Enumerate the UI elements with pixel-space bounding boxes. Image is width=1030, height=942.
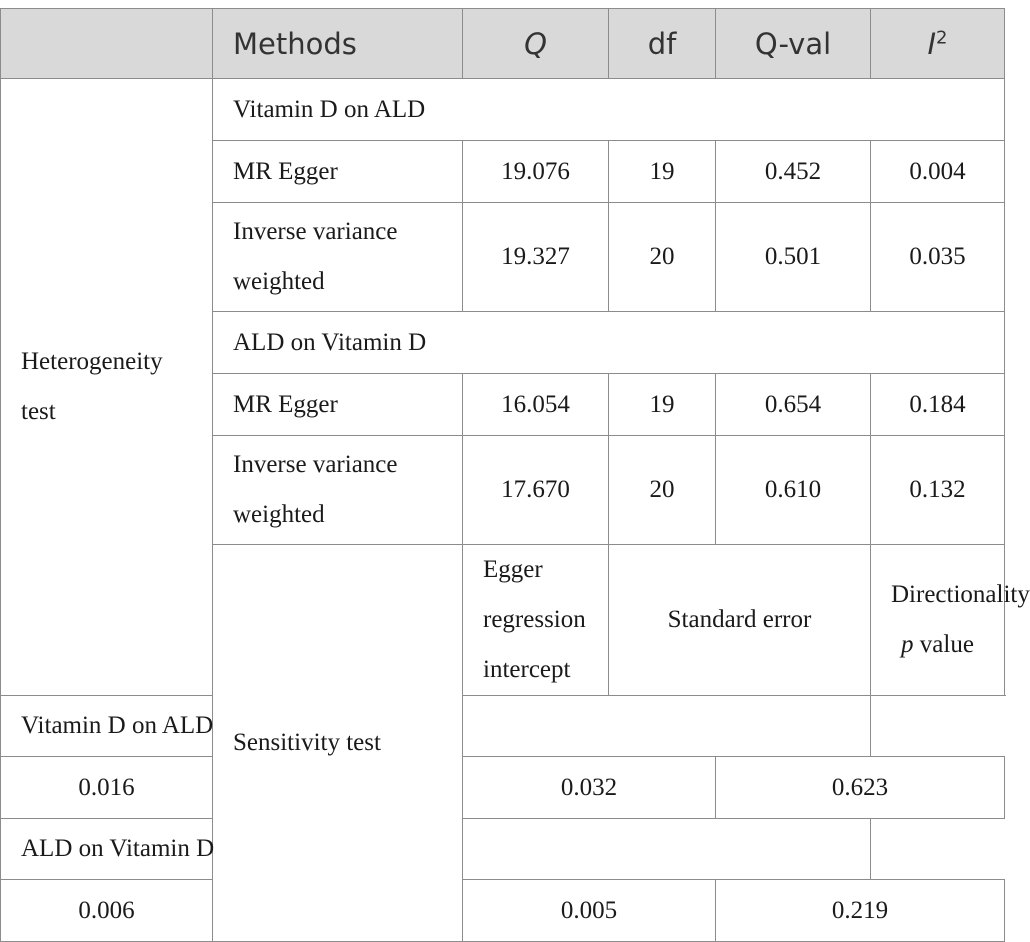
i2-cell: 0.184 <box>871 374 1005 436</box>
col-dir-header <box>871 545 1030 696</box>
method-cell: MR Egger <box>213 141 463 203</box>
qval-cell: 0.501 <box>716 203 871 312</box>
df-cell: 20 <box>609 436 716 545</box>
table-row <box>1 696 1005 757</box>
qval-cell: 0.452 <box>716 141 871 203</box>
qval-cell: 0.654 <box>716 374 871 436</box>
col-intercept-header: Egger regression intercept <box>463 545 609 696</box>
table-row <box>1 757 1005 819</box>
df-cell: 19 <box>609 374 716 436</box>
q-cell: 17.670 <box>463 436 609 545</box>
header-methods: Methods <box>213 9 463 79</box>
col-se-header: Standard error <box>609 545 871 696</box>
results-table <box>0 8 1030 942</box>
table-row <box>1 880 1005 942</box>
header-q-text: Q <box>524 26 547 61</box>
df-cell: 20 <box>609 203 716 312</box>
q-cell: 16.054 <box>463 374 609 436</box>
sensitivity-label: Sensitivity test <box>213 545 463 942</box>
p-cell: 0.219 <box>716 880 1005 942</box>
q-cell: 19.076 <box>463 141 609 203</box>
header-i2 <box>871 9 1005 79</box>
p-cell: 0.623 <box>716 757 1005 819</box>
header-i2-sup: 2 <box>936 26 948 48</box>
q-cell: 19.327 <box>463 203 609 312</box>
section-title: Vitamin D on ALD <box>213 79 1005 141</box>
section-title: Vitamin D on ALD <box>1 696 871 757</box>
method-cell: MR Egger <box>213 374 463 436</box>
intercept-cell: 0.006 <box>1 880 213 942</box>
section-title: ALD on Vitamin D <box>213 312 1005 374</box>
header-q <box>463 9 609 79</box>
col-dir-tail: value <box>913 631 974 658</box>
i2-cell: 0.004 <box>871 141 1005 203</box>
heterogeneity-label: Heterogeneity test <box>1 79 213 696</box>
method-cell: Inverse variance weighted <box>213 203 463 312</box>
i2-cell: 0.035 <box>871 203 1005 312</box>
intercept-cell: 0.016 <box>1 757 213 819</box>
se-cell: 0.005 <box>463 880 716 942</box>
section-title: ALD on Vitamin D <box>1 819 871 880</box>
qval-cell: 0.610 <box>716 436 871 545</box>
df-cell: 19 <box>609 141 716 203</box>
se-cell: 0.032 <box>463 757 716 819</box>
col-dir-p: p <box>901 631 914 658</box>
header-empty <box>1 9 213 79</box>
header-df: df <box>609 9 716 79</box>
table-row <box>1 819 1005 880</box>
header-qval: Q-val <box>716 9 871 79</box>
i2-cell: 0.132 <box>871 436 1005 545</box>
header-i2-base: I <box>927 26 937 61</box>
table-row <box>1 79 1005 141</box>
method-cell: Inverse variance weighted <box>213 436 463 545</box>
header-row <box>1 9 1005 79</box>
col-dir-text: Directionality <box>891 581 1030 608</box>
